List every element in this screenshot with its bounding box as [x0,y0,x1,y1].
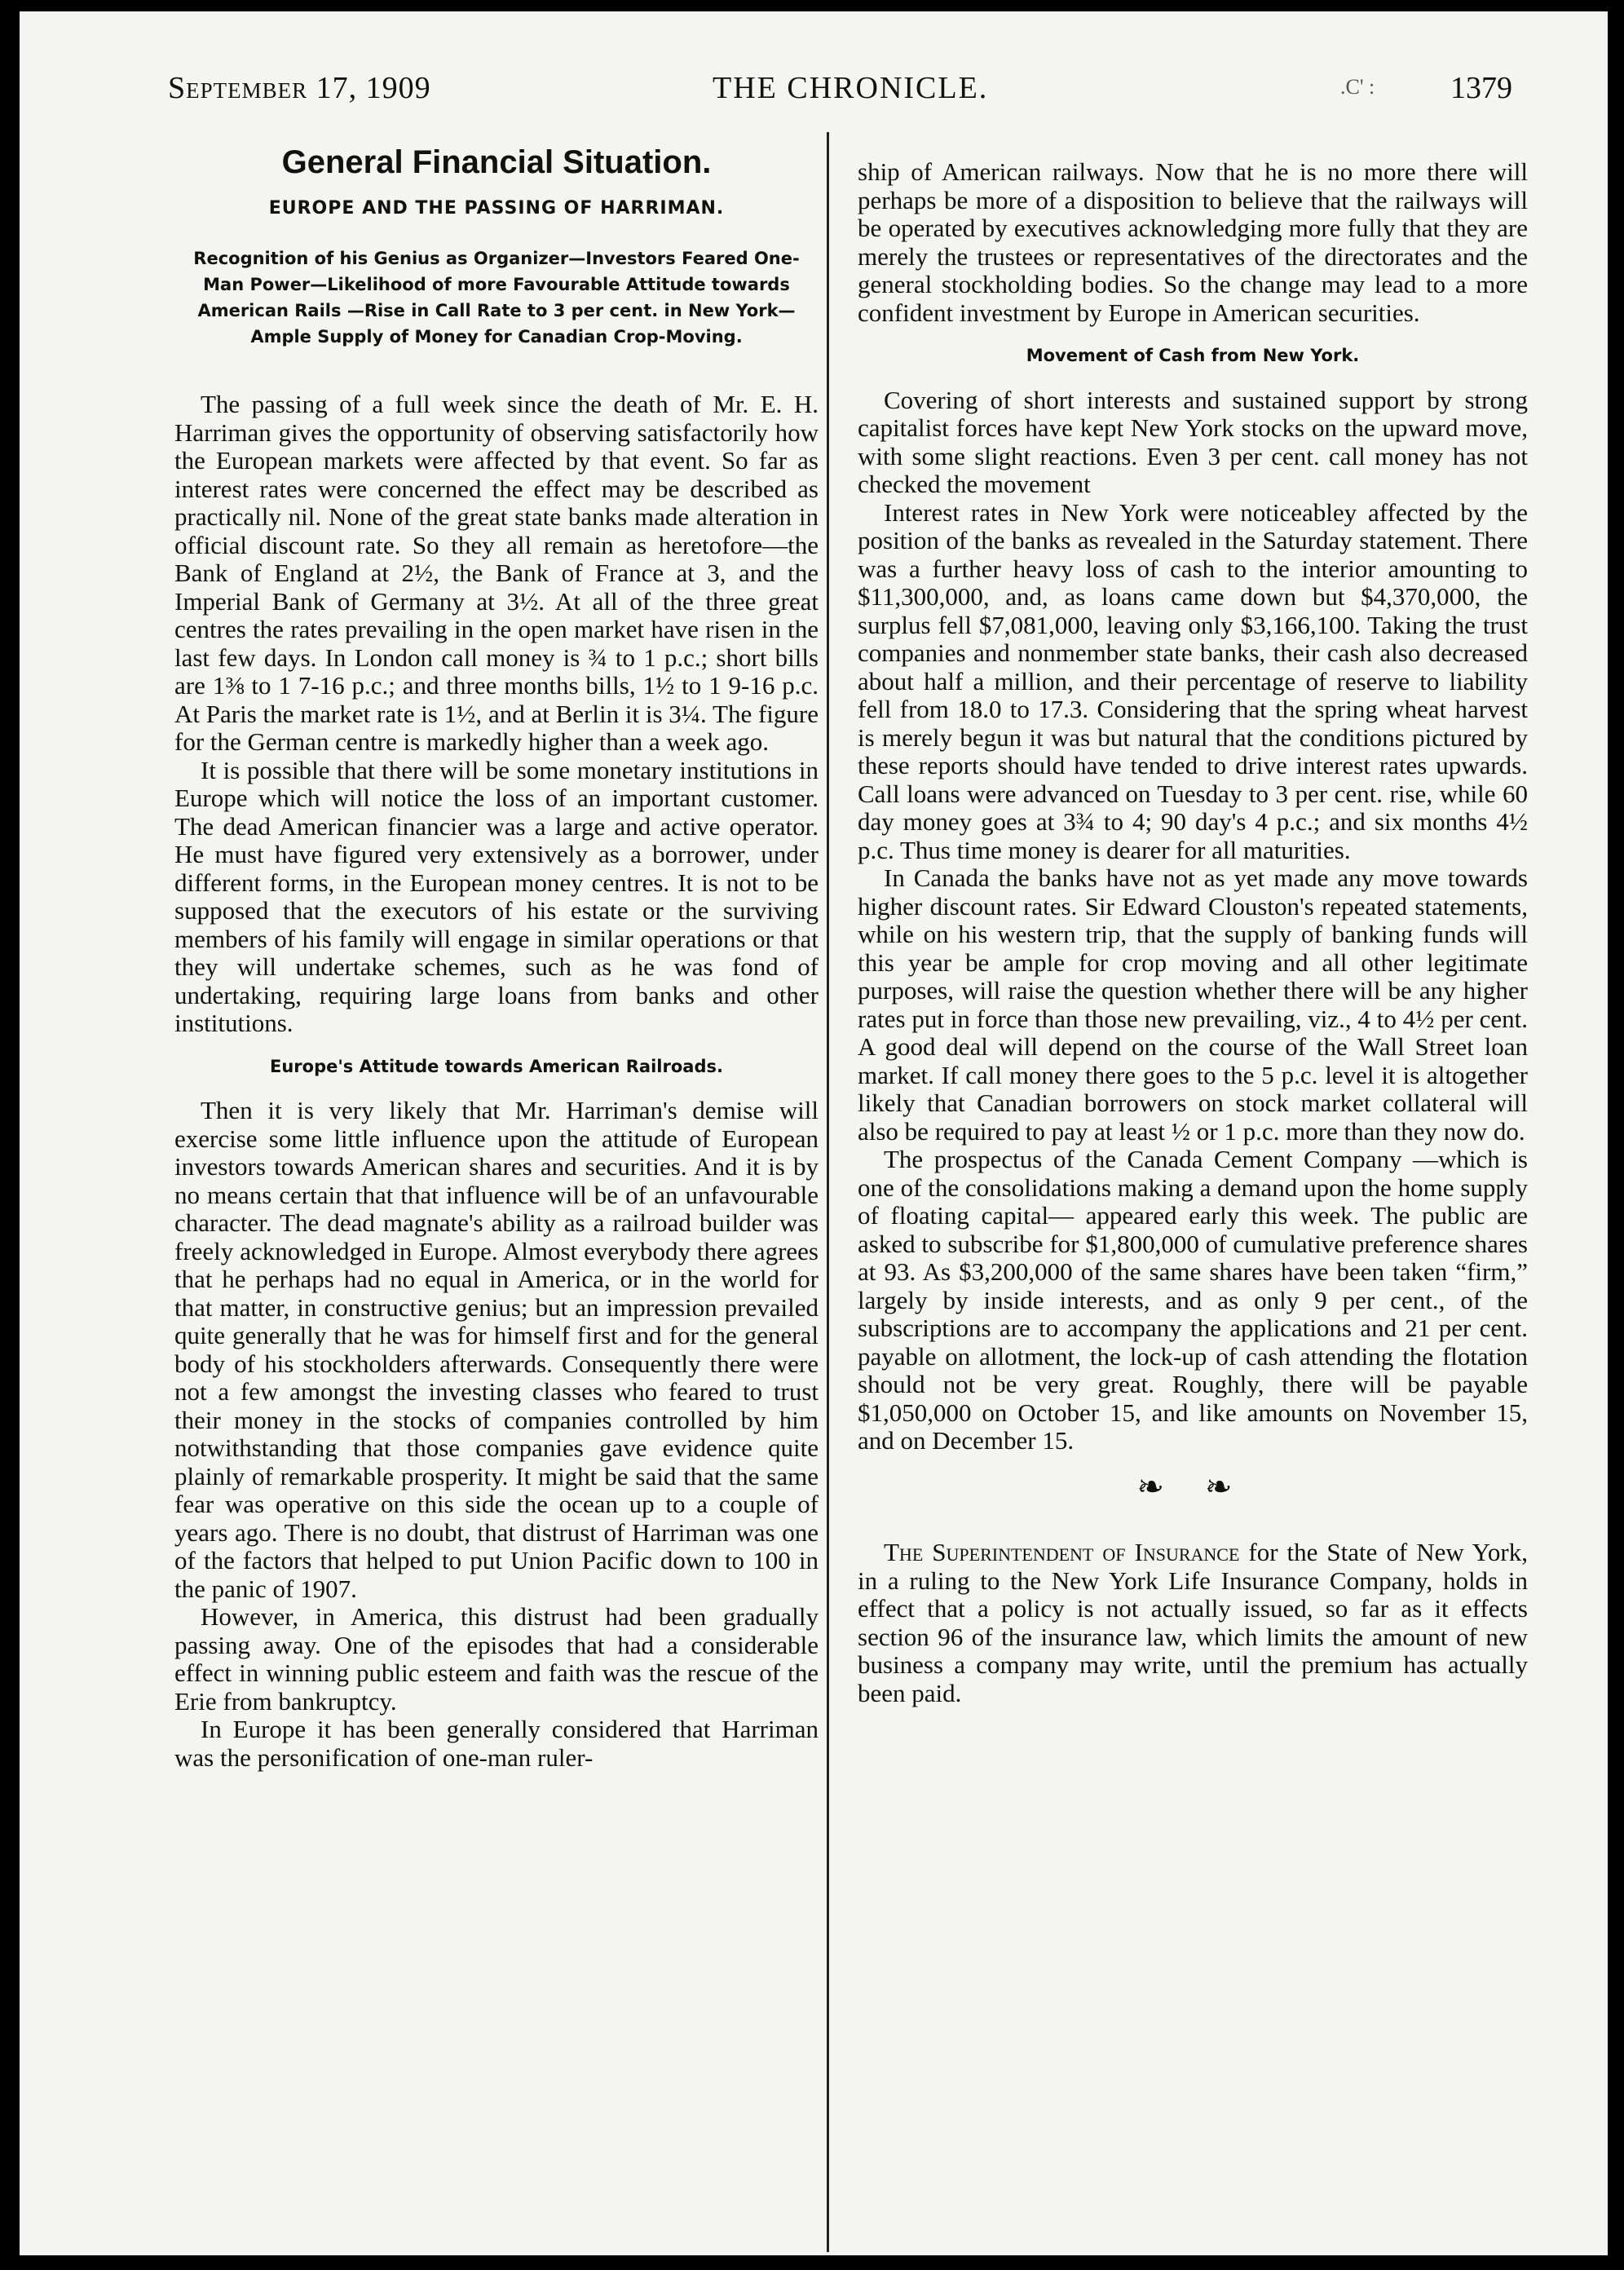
section-heading: Europe's Attitude towards American Railroads. [270,1056,723,1076]
page-header [20,11,1608,117]
paragraph: Covering of short interests and sustained support by strong capitalist forces have kept New York stocks on the upward move, with some slight reactions. Even 3 per cent. call money has not checked the movement [858,385,1528,498]
newspaper-page [20,11,1608,2255]
paragraph: ship of American railways. Now that he is no more there will perhaps be more of a disposition to believe that the railways will be operated by executives acknowledging more fully that they are merely the trustees or representatives of the directorates and the general stockholding bodies. So the change may lead to a more confident investment by Europe in American securities. [858,157,1528,327]
paragraph: However, in America, this distrust had been gradually passing away. One of the episodes that had a considerable effect in winning public esteem and faith was the rescue of the Erie from bankruptcy. [174,1602,819,1716]
left-column [174,140,819,1772]
article-headline: General Financial Situation. [281,144,712,180]
column-divider [827,132,829,2252]
paragraph-lead: The Superintendent of Insurance [884,1538,1240,1566]
paragraph: The passing of a full week since the death of Mr. E. H. Harriman gives the opportunity of observing satisfactorily how the European markets were affected by that event. So far as interest rates were concerned the effect may be described as practically nil. None of the great state banks made alteration in official discount rate. So they all remain as heretofore—the Bank of England at 2½, the Bank of France at 3, and the Imperial Bank of Germany at 3½. At all of the three great centres the rates prevailing in the open market have risen in the last few days. In London call money is ¾ to 1 p.c.; short bills are 1⅜ to 1 7-16 p.c.; and three months bills, 1½ to 1 9-16 p.c. At Paris the market rate is 1½, and at Berlin it is 3¼. The figure for the German centre is markedly higher than a week ago. [174,390,819,756]
right-column [858,158,1528,1707]
paragraph [858,1539,1528,1707]
paragraph: It is possible that there will be some monetary institutions in Europe which will notice the loss of an important customer. The dead American financier was a large and active operator. He must have figured very extensively as a borrower, under different forms, in the European money centres. It is not to be supposed that the executors of his estate or the surviving members of his family will engage in similar operations or that they will undertake schemes, such as he was fond of undertaking, requiring large loans from banks and other institutions. [174,755,819,1037]
fleuron-ornament-icon: ❧ ❧ [1136,1468,1249,1505]
article-deck: Recognition of his Genius as Organizer—Investors Feared One-Man Power—Likelihood of more Favourable Attitude towards American Rails —Rise in Call Rate to 3 per cent. in New York—Ample Supply of Money for Canadian Crop-Moving. [193,249,800,347]
header-mark: .C' : [1340,75,1375,99]
paragraph: Then it is very likely that Mr. Harriman's demise will exercise some little influence upon the attitude of European investors towards American shares and securities. And it is by no means certain that that influence will be of an unfavourable character. The dead magnate's ability as a railroad builder was freely acknowledged in Europe. Almost everybody there agrees that he perhaps had no equal in America, or in the world for that matter, in constructive genius; but an impression prevailed quite generally that he was for himself first and for the general body of his stockholders afterwards. Consequently there were not a few amongst the investing classes who feared to trust their money in the stocks of companies controlled by him notwithstanding that those companies gave evidence quite plainly of remarkable prosperity. It might be said that the same fear was operative on this side the ocean up to a couple of years ago. There is no doubt, that distrust of Harriman was one of the factors that helped to put Union Pacific down to 100 in the panic of 1907. [174,1096,819,1603]
publication-title: THE CHRONICLE. [713,71,989,105]
paragraph: Interest rates in New York were noticeabley affected by the position of the banks as revealed in the Saturday statement. There was a further heavy loss of cash to the interior amounting to $11,300,000, and, as loans came down but $4,370,000, the surplus fell $7,081,000, leaving only $3,166,100. Taking the trust companies and nonmember state banks, their cash also decreased about half a million, and their percentage of reserve to liability fell from 18.0 to 17.3. Considering that the spring wheat harvest is merely begun it was but natural that the conditions pictured by these reports should have tended to drive interest rates upwards. Call loans were advanced on Tuesday to 3 per cent. rise, while 60 day money goes at 3¾ to 4; 90 day's 4 p.c.; and six months 4½ p.c. Thus time money is dearer for all maturities. [858,497,1528,864]
paragraph: In Europe it has been generally considered that Harriman was the personification of one-man ruler- [174,1715,819,1772]
paragraph-body: for the State of New York, in a ruling to the New York Life Insurance Company, holds in effect that a policy is not actually issued, so far as it effects section 96 of the insurance law, which limits the amount of new business a company may write, until the premium has actually been paid. [858,1538,1528,1707]
section-heading: Movement of Cash from New York. [1026,346,1360,365]
page-number: 1379 [1450,71,1512,105]
issue-date: September 17, 1909 [168,71,431,105]
paragraph: In Canada the banks have not as yet made any move towards higher discount rates. Sir Edward Clouston's repeated statements, while on his western trip, that the supply of banking funds will this year be ample for crop moving and all other legitimate purposes, will raise the question whether there will be any higher rates put in force than those new prevailing, viz., 4 to 4½ per cent. A good deal will depend on the course of the Wall Street loan market. If call money there goes to the 5 p.c. level it is altogether likely that Canadian borrowers on stock market collateral will also be required to pay at least ½ or 1 p.c. more than they now do. [858,863,1528,1146]
paragraph: The prospectus of the Canada Cement Company —which is one of the consolidations making a demand upon the home supply of floating capital— appeared early this week. The public are asked to subscribe for $1,800,000 of cumulative preference shares at 93. As $3,200,000 of the same shares have been taken “firm,” largely by inside interests, and as only 9 per cent., of the subscriptions are to accompany the applications and 21 per cent. payable on allotment, the lock-up of cash attending the flotation should not be very great. Roughly, there will be payable $1,050,000 on October 15, and like amounts on November 15, and on December 15. [858,1145,1528,1455]
article-subhead: EUROPE AND THE PASSING OF HARRIMAN. [268,197,725,219]
